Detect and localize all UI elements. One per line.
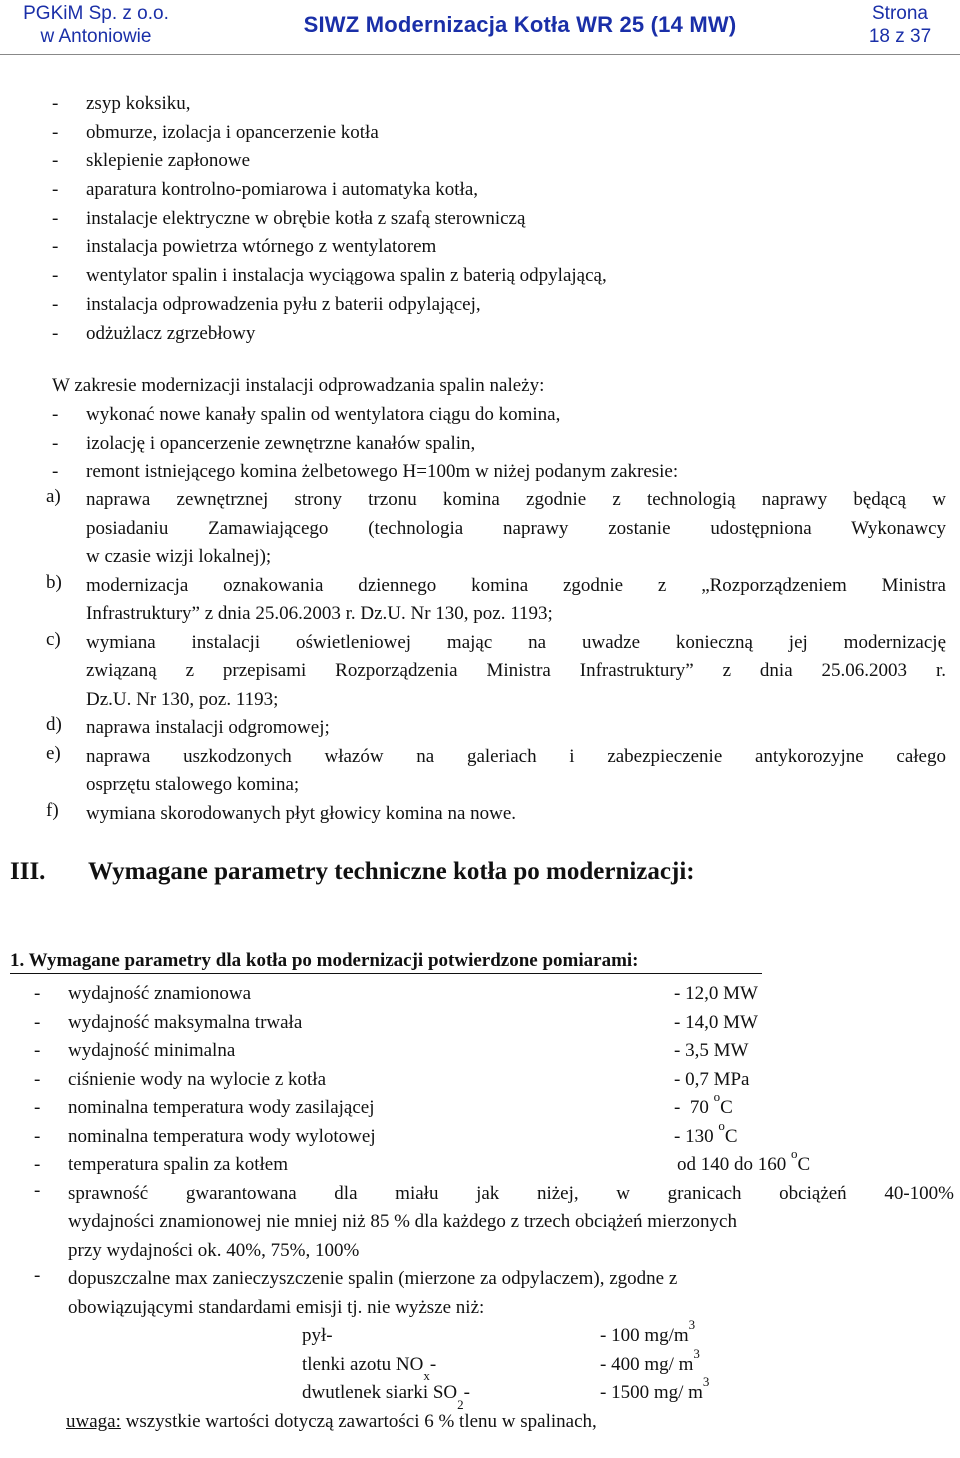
parameter-row: - nominalna temperatura wody zasilającej - 70 $^o$C (34, 1089, 733, 1118)
emission-row-so2: dwutlenek siarki $SO_2-$ - 1500 mg/ $m^3$ (302, 1374, 710, 1412)
list-item-a: a) naprawa zewnętrznej strony trzonu komina zgodnie z technologią naprawy będącą w posiadaniu Zamawiającego (technologia naprawy zostanie udostępniona Wykonawcy w czasie wizji lokalnej); (46, 486, 946, 567)
parameter-row: - temperatura spalin za kotłem od 140 do 160 $^o$C (34, 1146, 811, 1175)
list-item-e: e) naprawa uszkodzonych włazów na galeriach i zabezpieczenie antykorozyjne całego osprzętu stalowego komina; (46, 742, 946, 795)
flue-intro: W zakresie modernizacji instalacji odprowadzania spalin należy: (52, 375, 545, 396)
company-line-2: w Antoniowie (40, 26, 152, 47)
list-item-c: c) wymiana instalacji oświetleniowej mając na uwadze konieczną jej modernizację związaną z przepisami Rozporządzenia Ministra Infrastruktury” z dnia 25.06.2003 r. Dz.U. Nr 130, poz. 1193; (46, 628, 946, 710)
company-line-1: PGKiM Sp. z o.o. (23, 3, 169, 24)
chimney-repair-list (46, 486, 946, 828)
note (66, 1408, 597, 1436)
parameter-row: - ciśnienie wody na wylocie z kotła - 0,7 MPa (34, 1068, 750, 1090)
parameter-row: - wydajność maksymalna trwała - 14,0 MW (34, 1011, 758, 1033)
page-label: Strona (872, 3, 928, 24)
list-item-b: b) modernizacja oznakowania dziennego komina zgodnie z „Rozporządzeniem Ministra Infrastruktury” z dnia 25.06.2003 r. Dz.U. Nr 130, poz. 1193; (46, 571, 946, 624)
list-item-d: d) naprawa instalacji odgromowej; (46, 714, 330, 738)
document-title: SIWZ Modernizacja Kotła WR 25 (14 MW) (303, 12, 737, 37)
page-header (0, 0, 960, 52)
emission-limits (302, 1317, 762, 1412)
parameter-list (34, 980, 954, 1322)
note-text: wszystkie wartości dotyczą zawartości 6 % tlenu w spalinach, (120, 1411, 597, 1432)
emission-item: - dopuszczalne max zanieczyszczenie spalin (mierzone za odpylaczem), zgodne z obowiązującymi standardami emisji tj. nie wyższe niż: (34, 1265, 678, 1318)
page-indicator (844, 2, 956, 48)
parameter-row: - wydajność minimalna - 3,5 MW (34, 1040, 749, 1061)
list-item-f: f) wymiana skorodowanych płyt głowicy komina na nowe. (46, 799, 517, 824)
note-label: uwaga: (66, 1411, 121, 1432)
page-number: 18 z 37 (868, 26, 932, 47)
header-divider (0, 54, 960, 55)
parameter-row: - nominalna temperatura wody wylotowej - 130 $^o$C (34, 1117, 738, 1147)
efficiency-item: - sprawność gwarantowana dla miału jak niżej, w granicach obciążeń 40-100% wydajności znamionowej nie mniej niż 85 % dla każdego z trzech obciążeń mierzonych przy wydajności ok. 40%, 75%, 100% (34, 1179, 954, 1261)
parameter-row: - wydajność znamionowa - 12,0 MW (34, 983, 758, 1004)
emission-row-nox: tlenki azotu $NO_x-$ - 400 mg/ $m^3$ (302, 1345, 700, 1383)
emission-row-dust: pył- - 100 $mg/m^3$ (302, 1317, 696, 1346)
subsection-underline (10, 973, 762, 974)
company-name (6, 2, 186, 48)
section-number: III. (10, 858, 46, 885)
section-title: Wymagane parametry techniczne kotła po modernizacji: (88, 858, 695, 885)
subsection-title: 1. Wymagane parametry dla kotła po modernizacji potwierdzone pomiarami: (10, 950, 639, 971)
